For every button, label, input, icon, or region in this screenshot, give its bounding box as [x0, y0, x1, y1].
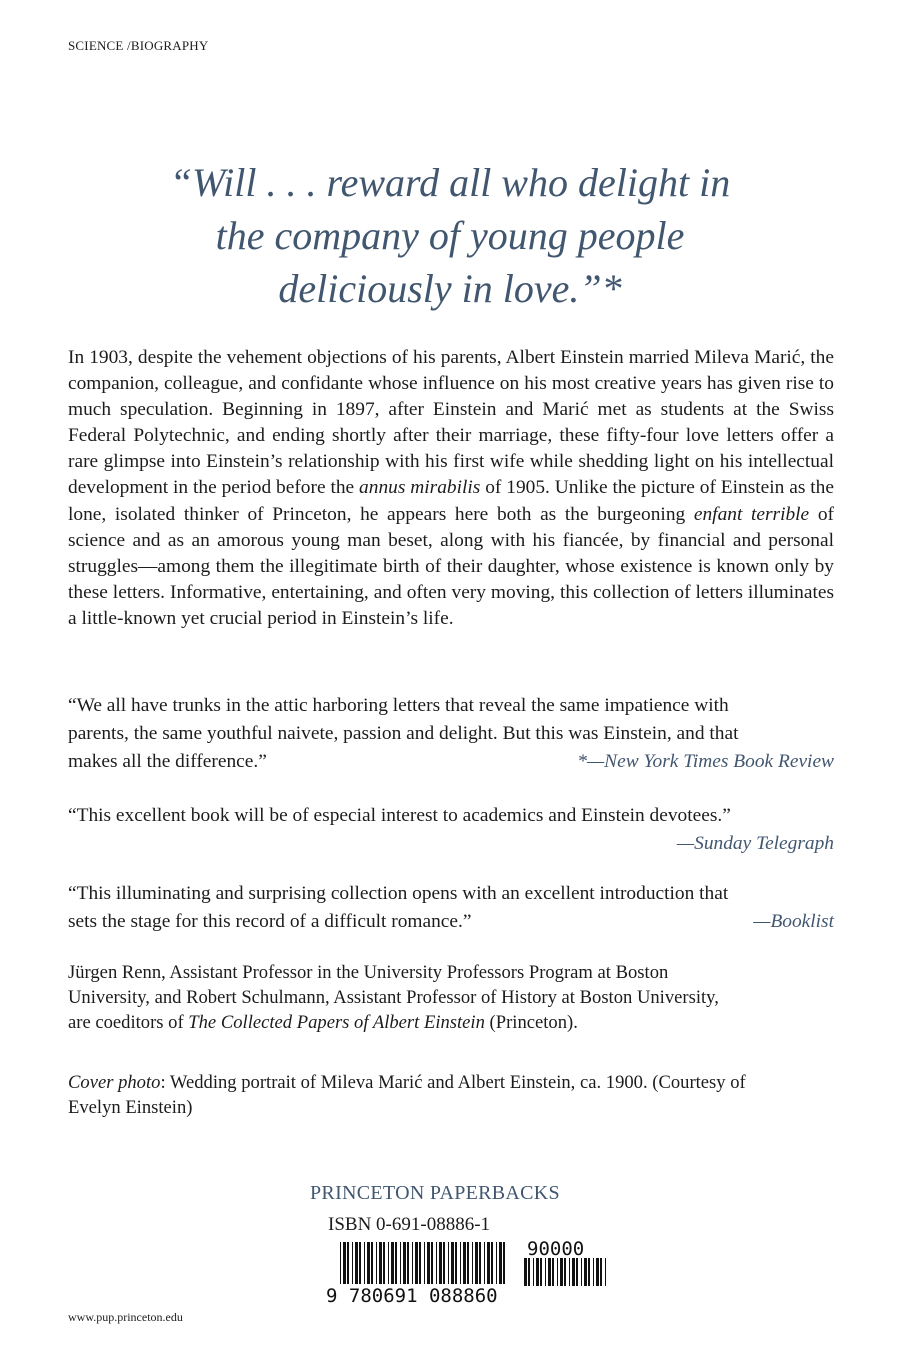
description-paragraph [68, 345, 834, 632]
description-text: of science and as an amorous young man beset, along with his fiancée, by financial and personal struggles—among them the illegitimate birth of their daughter, whose existence is known only by these letters. Informative, entertaining, and often very moving, this collection of letters illuminates a little-known yet crucial period in Einstein’s life. [68, 503, 834, 629]
barcode-bar [371, 1242, 373, 1284]
barcode-bar [340, 1242, 341, 1284]
review-last-line [68, 748, 834, 776]
review-text: sets the stage for this record of a difficult romance.” [68, 911, 472, 932]
barcode-bar [467, 1242, 469, 1284]
barcode-bar [443, 1242, 445, 1284]
barcode-bar [383, 1242, 385, 1284]
barcode-bar [600, 1258, 602, 1286]
cover-credit-text: : Wedding portrait of Mileva Marić and Albert Einstein, ca. 1900. (Courtesy of [160, 1072, 746, 1093]
description-italic: annus mirabilis [359, 477, 481, 499]
barcode-bar [436, 1242, 437, 1284]
barcode-bar [560, 1258, 563, 1286]
bio-text: are coeditors of [68, 1012, 189, 1033]
review-text: “This excellent book will be of especial interest to academics and Einstein devotees.” [68, 805, 731, 826]
isbn-number: ISBN 0-691-08886-1 [328, 1214, 491, 1235]
pull-quote-line: “Will . . . reward all who delight in [169, 160, 731, 205]
barcode-main-bars [340, 1242, 505, 1284]
barcode-bar [448, 1242, 449, 1284]
review-text: “We all have trunks in the attic harboring letters that reveal the same impatience with [68, 695, 729, 716]
barcode-bar [584, 1258, 587, 1286]
pull-quote-line: the company of young people [215, 213, 685, 258]
barcode-bar [455, 1242, 457, 1284]
review-text: makes all the difference.” [68, 751, 267, 772]
cover-credit-line [68, 1070, 848, 1095]
barcode-bar [475, 1242, 478, 1284]
barcode-bar [403, 1242, 406, 1284]
publisher-url: www.pup.princeton.edu [68, 1310, 183, 1324]
barcode-bar [376, 1242, 377, 1284]
review-booklist [68, 880, 834, 936]
barcode-bar [388, 1242, 389, 1284]
barcode-bar [564, 1258, 566, 1286]
review-text: “This illuminating and surprising collection opens with an excellent introduction that [68, 883, 729, 904]
review-telegraph [68, 802, 834, 858]
barcode-bar [605, 1258, 606, 1286]
editors-bio [68, 960, 848, 1035]
barcode-bar [540, 1258, 542, 1286]
category-label: SCIENCE /BIOGRAPHY [68, 38, 209, 53]
bio-text: Jürgen Renn, Assistant Professor in the University Professors Program at Boston [68, 962, 669, 983]
isbn-barcode [326, 1238, 616, 1304]
barcode-bar [419, 1242, 421, 1284]
barcode-bar [424, 1242, 425, 1284]
barcode-bar [593, 1258, 594, 1286]
barcode-bar [463, 1242, 466, 1284]
book-description [68, 345, 834, 632]
barcode-bar [588, 1258, 590, 1286]
barcode-bar [479, 1242, 481, 1284]
barcode-bar [415, 1242, 418, 1284]
cover-credit-label: Cover photo [68, 1072, 161, 1093]
barcode-bar [576, 1258, 578, 1286]
review-text: parents, the same youthful naivete, passion and delight. But this was Einstein, and that [68, 723, 739, 744]
barcode-bar [484, 1242, 485, 1284]
pull-quote [100, 156, 800, 315]
barcode-bar [367, 1242, 370, 1284]
review-source: *—New York Times Book Review [577, 751, 834, 772]
barcode-bar [491, 1242, 493, 1284]
barcode-bar [552, 1258, 554, 1286]
barcode-bar [359, 1242, 361, 1284]
barcode-main-digits: 9 780691 088860 [326, 1285, 498, 1304]
description-italic: enfant terrible [693, 503, 810, 525]
barcode-bar [533, 1258, 534, 1286]
description-text: of 1905. Unlike the picture of Einstein as the lone, isolated thinker of Princeton, he appears here both as the burgeoning [68, 477, 834, 525]
barcode-bar [352, 1242, 353, 1284]
barcode-bar [407, 1242, 409, 1284]
barcode-bar [499, 1242, 502, 1284]
barcode-bar [347, 1242, 349, 1284]
barcode-bar [569, 1258, 570, 1286]
barcode-bar [581, 1258, 582, 1286]
barcode-bar [503, 1242, 505, 1284]
barcode-bar [548, 1258, 551, 1286]
barcode-bar [391, 1242, 394, 1284]
barcode-bar [524, 1258, 527, 1286]
review-nyt [68, 692, 834, 776]
barcode-addon-digits: 90000 [527, 1238, 585, 1260]
barcode-bar [472, 1242, 473, 1284]
barcode-bar [545, 1258, 546, 1286]
bio-line [68, 1010, 848, 1035]
barcode-bar [400, 1242, 401, 1284]
review-source: —Sunday Telegraph [676, 833, 834, 854]
barcode-bar [427, 1242, 430, 1284]
barcode-bar [355, 1242, 358, 1284]
cover-credit [68, 1070, 848, 1120]
barcode-bar [451, 1242, 454, 1284]
barcode-bar [536, 1258, 539, 1286]
barcode-bar [364, 1242, 365, 1284]
barcode-bar [431, 1242, 433, 1284]
bio-book-title: The Collected Papers of Albert Einstein [188, 1012, 485, 1033]
barcode-bar [596, 1258, 599, 1286]
barcode-bar [343, 1242, 346, 1284]
barcode-bar [439, 1242, 442, 1284]
review-last-line [68, 908, 834, 936]
barcode-bar [487, 1242, 490, 1284]
barcode-bar [379, 1242, 382, 1284]
barcode-bar [557, 1258, 558, 1286]
bio-text: (Princeton). [484, 1012, 578, 1033]
barcode-bar [572, 1258, 575, 1286]
cover-credit-text: Evelyn Einstein) [68, 1097, 193, 1118]
barcode-bar [460, 1242, 461, 1284]
pull-quote-line: deliciously in love.”* [278, 266, 622, 311]
bio-text: University, and Robert Schulmann, Assistant Professor of History at Boston University, [68, 987, 719, 1008]
barcode-addon-bars [524, 1258, 606, 1286]
barcode-bar [496, 1242, 497, 1284]
review-source: —Booklist [753, 911, 834, 932]
publisher-imprint: PRINCETON PAPERBACKS [310, 1182, 560, 1204]
barcode-bar [412, 1242, 413, 1284]
description-text: In 1903, despite the vehement objections of his parents, Albert Einstein married Mileva Marić, the companion, colleague, and confidante whose influence on his most creative years has given rise to much speculation. Beginning in 1897, after Einstein and Marić met as students at the Swiss Federal Polytechnic, and ending shortly after their marriage, these fifty-four love letters offer a rare glimpse into Einstein’s relationship with his first wife while shedding light on his intellectual development in the period before the [68, 347, 834, 499]
barcode-bar [395, 1242, 397, 1284]
barcode-bar [528, 1258, 530, 1286]
